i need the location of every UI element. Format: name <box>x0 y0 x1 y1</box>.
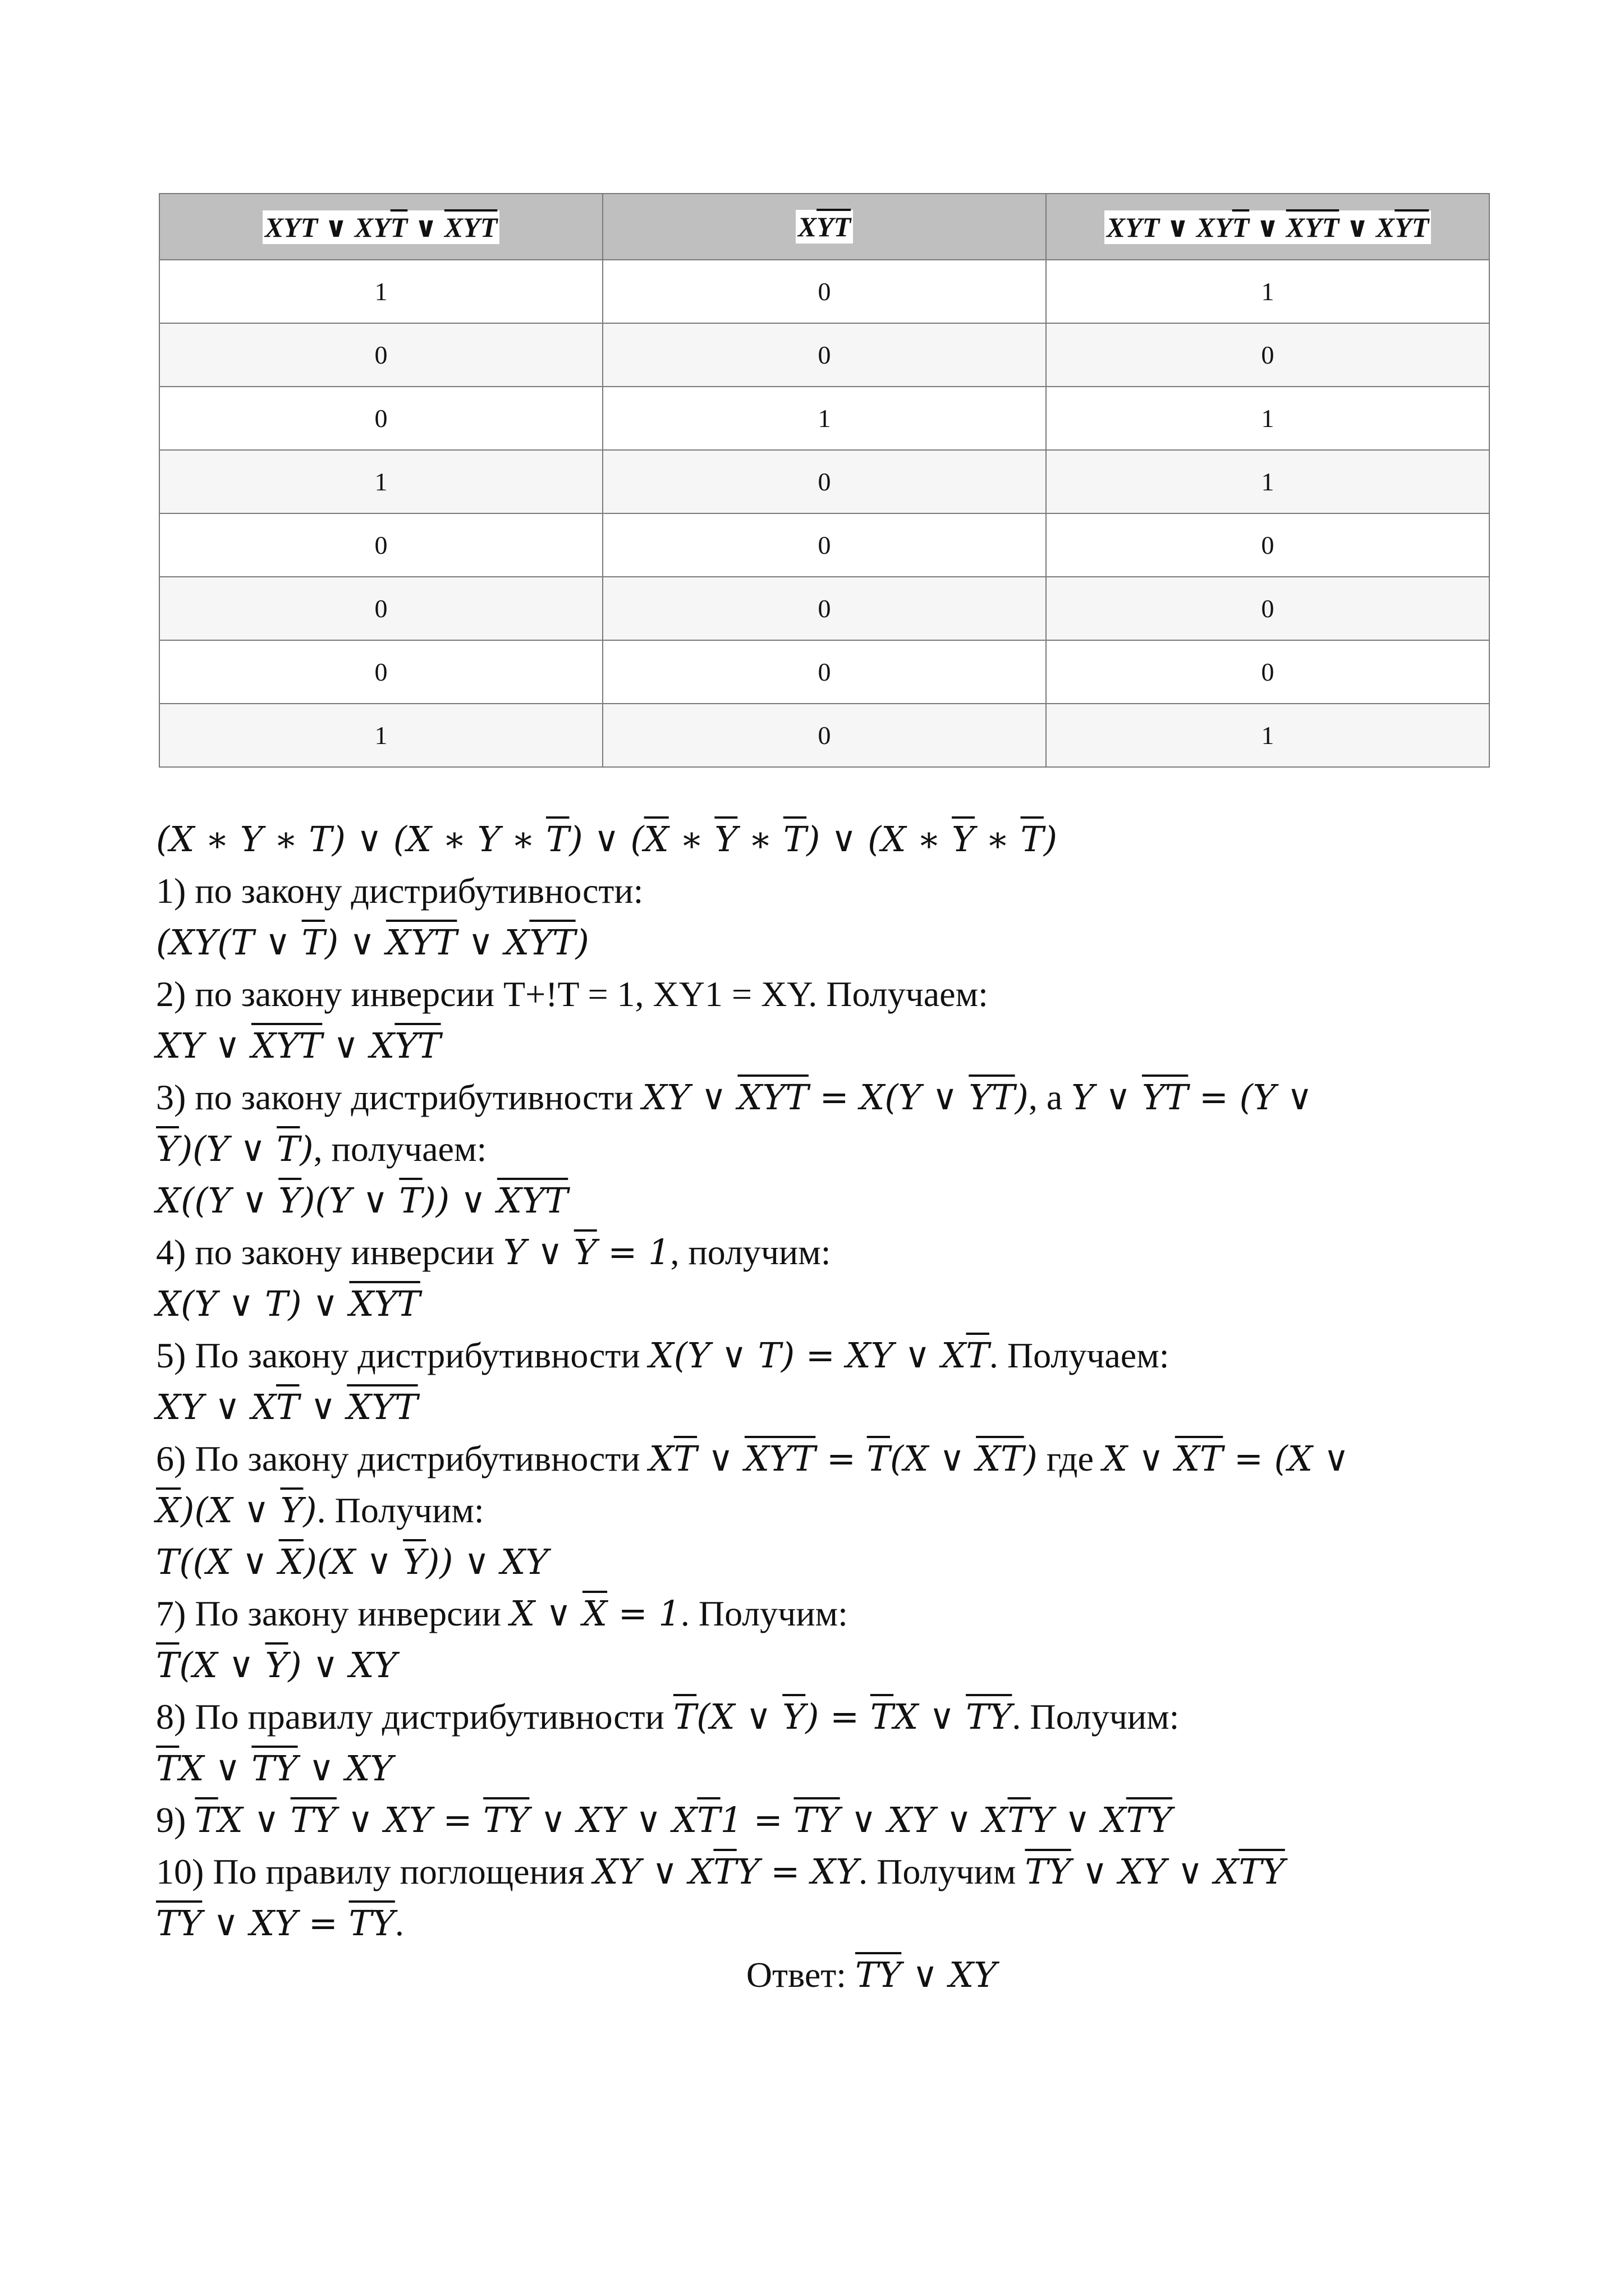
negated-term: $\overline{Y}$ <box>714 819 738 860</box>
table-row <box>159 323 1489 387</box>
table-row <box>159 640 1489 704</box>
derivation-line <box>156 1175 1464 1227</box>
math-run: Y ∨ <box>1071 1077 1142 1118</box>
negated-term: $\overline{YT}$ <box>969 1077 1015 1118</box>
negated-term: $\overline{TY}$ <box>1238 1851 1285 1892</box>
math-run: )(X ∨ <box>181 1490 281 1531</box>
negated-term: $\overline{T}$ <box>276 1386 300 1427</box>
table-cell: 0 <box>1046 513 1489 577</box>
table-row <box>159 260 1489 323</box>
derivation-line <box>156 1278 1464 1330</box>
math-run: ∗ <box>668 819 715 860</box>
math-run: X(Y ∨ T) ∨ <box>156 1283 350 1324</box>
math-run: ∗ <box>975 819 1021 860</box>
text-run: . Получим: <box>316 1490 484 1530</box>
negated-term: $\overline{YT}$ <box>1394 211 1429 243</box>
negated-term: $\overline{XYT}$ <box>347 1386 418 1427</box>
math-run: ) ∨ (X ∗ <box>806 819 952 860</box>
header-formula <box>1104 210 1432 244</box>
text-run: где <box>1037 1439 1103 1478</box>
negated-term: $\overline{Y}$ <box>952 819 975 860</box>
math-run: XYT <box>264 211 318 243</box>
text-run: 5) По закону дистрибутивности <box>156 1335 649 1375</box>
table-cell: 0 <box>1046 577 1489 640</box>
negated-term: $\overline{XYT}$ <box>349 1283 420 1324</box>
math-run: X ∨ <box>218 1799 291 1840</box>
negated-term: $\overline{YT}$ <box>529 922 576 963</box>
math-run: )(X ∨ <box>303 1541 403 1582</box>
negated-term: $\overline{X}$ <box>278 1541 304 1582</box>
negated-term: $\overline{T}$ <box>195 1799 218 1840</box>
math-run: ) = <box>805 1696 870 1737</box>
truth-table <box>159 193 1490 768</box>
table-cell: 0 <box>159 577 603 640</box>
negated-term: $\overline{X}$ <box>582 1593 608 1634</box>
derivation-line <box>156 1794 1464 1846</box>
math-run: ∨ <box>697 1438 745 1479</box>
negated-term: $\overline{T}$ <box>156 1645 180 1686</box>
negated-term: $\overline{Y}$ <box>278 1180 302 1221</box>
math-run: = 1 <box>597 1232 671 1273</box>
text-run: 2) по закону инверсии T+!T = 1, XY1 = XY. Получаем: <box>156 974 988 1014</box>
table-cell: 0 <box>159 323 603 387</box>
math-run: ∨ XY = <box>202 1903 349 1944</box>
table-cell: 0 <box>159 387 603 450</box>
math-run: XY ∨ X <box>156 1386 277 1427</box>
table-cell: 1 <box>159 704 603 767</box>
derivation-line <box>156 1485 1464 1536</box>
negated-term: $\overline{T}$ <box>1007 1799 1031 1840</box>
negated-term: $\overline{XYT}$ <box>1286 211 1339 243</box>
negated-term: $\overline{XYT}$ <box>444 211 498 243</box>
derivation-line <box>156 968 1464 1020</box>
header-formula <box>263 210 500 244</box>
math-run: X ∨ <box>1102 1438 1175 1479</box>
negated-term: $\overline{Y}$ <box>403 1541 426 1582</box>
math-run: ) <box>575 922 589 963</box>
table-cell: 0 <box>603 323 1046 387</box>
negated-term: $\overline{T}$ <box>399 1180 423 1221</box>
table-cell: 1 <box>603 387 1046 450</box>
negated-term: $\overline{XYT}$ <box>497 1180 568 1221</box>
math-run: ) ∨ ( <box>569 819 644 860</box>
math-run: X((Y ∨ <box>156 1180 279 1221</box>
math-run: ∨ XY ∨ X <box>1071 1851 1239 1892</box>
negated-term: $\overline{YT}$ <box>394 1025 441 1066</box>
text-run: 9) <box>156 1800 195 1840</box>
derivation-line <box>156 1846 1464 1898</box>
math-run: X ∨ <box>179 1748 252 1789</box>
derivation-line <box>156 1072 1464 1123</box>
negated-term: $\overline{T}$ <box>156 1748 180 1789</box>
text-run: . Получаем: <box>989 1335 1169 1375</box>
answer-line <box>279 1949 1464 2001</box>
math-run: XY <box>1196 211 1232 243</box>
negated-term: $\overline{T}$ <box>1232 211 1250 243</box>
math-run: XY <box>354 211 391 243</box>
math-run: (X ∨ <box>696 1696 783 1737</box>
text-run: , получаем: <box>313 1129 487 1169</box>
math-run: ∗ <box>737 819 783 860</box>
math-run: ) <box>303 1490 317 1531</box>
header-cell <box>1046 194 1489 260</box>
negated-term: $\overline{T}$ <box>1020 819 1044 860</box>
math-run: X <box>797 211 817 242</box>
math-run: Y ∨ <box>503 1232 574 1273</box>
math-run: = (X ∨ <box>1223 1438 1350 1479</box>
table-cell: 0 <box>603 260 1046 323</box>
text-run: 4) по закону инверсии <box>156 1232 503 1272</box>
negated-term: $\overline{TY}$ <box>1126 1799 1173 1840</box>
derivation-line <box>156 814 1464 865</box>
table-cell: 0 <box>603 513 1046 577</box>
math-run: )) ∨ XY <box>426 1541 549 1582</box>
math-run: ∨ X <box>457 922 530 963</box>
text-run: . Получим <box>859 1852 1025 1891</box>
math-run: Y ∨ X <box>1030 1799 1126 1840</box>
negated-term: $\overline{YT}$ <box>816 211 851 242</box>
table-cell: 0 <box>603 704 1046 767</box>
math-run: ) ∨ XY <box>288 1645 397 1686</box>
negated-term: $\overline{TY}$ <box>156 1903 203 1944</box>
math-run: ∨ XY ∨ X <box>529 1799 698 1840</box>
derivation-line <box>156 1381 1464 1433</box>
derivation-lines <box>156 814 1464 1949</box>
negated-term: $\overline{XT}$ <box>1175 1438 1223 1479</box>
negated-term: $\overline{Y}$ <box>265 1645 288 1686</box>
negated-term: $\overline{TY}$ <box>348 1903 395 1944</box>
table-cell: 0 <box>1046 640 1489 704</box>
negated-term: $\overline{TY}$ <box>483 1799 530 1840</box>
negated-term: $\overline{TY}$ <box>1025 1851 1071 1892</box>
math-run: ) <box>1015 1077 1029 1118</box>
negated-term: $\overline{X}$ <box>156 1490 181 1531</box>
negated-term: $\overline{TY}$ <box>251 1748 298 1789</box>
math-run: ∨ <box>1249 211 1286 243</box>
negated-term: $\overline{XYT}$ <box>251 1025 323 1066</box>
table-cell: 0 <box>603 577 1046 640</box>
negated-term: $\overline{T}$ <box>866 1438 891 1479</box>
text-run: . Получим: <box>1012 1697 1180 1737</box>
negated-term: $\overline{TY}$ <box>855 1954 902 1995</box>
math-run: X ∨ <box>893 1696 966 1737</box>
negated-term: $\overline{T}$ <box>966 1335 989 1376</box>
math-run: 1 = <box>720 1799 794 1840</box>
derivation-line <box>156 1640 1464 1691</box>
math-run: (X ∨ <box>890 1438 976 1479</box>
math-run: = <box>815 1438 867 1479</box>
derivation-line <box>156 1691 1464 1743</box>
header-cell <box>603 194 1046 260</box>
negated-term: $\overline{TY}$ <box>290 1799 337 1840</box>
derivation-line <box>156 1536 1464 1588</box>
math-run: )(Y ∨ <box>178 1128 277 1169</box>
table-cell: 1 <box>1046 387 1489 450</box>
derivation-line <box>156 1588 1464 1640</box>
math-run: XY ∨ <box>156 1025 251 1066</box>
table-cell: 1 <box>1046 704 1489 767</box>
math-run: X <box>649 1438 674 1479</box>
negated-term: $\overline{T}$ <box>697 1799 721 1840</box>
negated-term: $\overline{T}$ <box>783 819 807 860</box>
negated-term: $\overline{T}$ <box>870 1696 894 1737</box>
math-run: )(Y ∨ <box>301 1180 400 1221</box>
math-run: = 1 <box>607 1593 681 1634</box>
table-header-row <box>159 194 1489 260</box>
text-run: . Получим: <box>680 1594 848 1633</box>
math-run: X ∨ <box>510 1593 582 1634</box>
negated-term: $\overline{Y}$ <box>782 1696 806 1737</box>
text-run: 8) По правилу дистрибутивности <box>156 1697 673 1737</box>
negated-term: $\overline{TY}$ <box>966 1696 1012 1737</box>
text-run: , получим: <box>670 1232 831 1272</box>
table-cell: 0 <box>603 450 1046 513</box>
negated-term: $\overline{XYT}$ <box>744 1438 816 1479</box>
math-run: T((X ∨ <box>156 1541 279 1582</box>
table-cell: 1 <box>159 260 603 323</box>
math-run: ∨ XY ∨ X <box>839 1799 1008 1840</box>
derivation-line <box>156 1743 1464 1794</box>
math-run: XY ∨ <box>642 1077 738 1118</box>
table-cell: 1 <box>159 450 603 513</box>
table-cell: 1 <box>1046 450 1489 513</box>
negated-term: $\overline{XYT}$ <box>386 922 457 963</box>
negated-term: $\overline{YT}$ <box>1141 1077 1189 1118</box>
math-run: = X(Y ∨ <box>808 1077 969 1118</box>
derivation-line <box>156 1123 1464 1175</box>
answer-label: Ответ: <box>746 1955 855 1995</box>
math-run: XY ∨ X <box>593 1851 714 1892</box>
math-run: XYT <box>1106 211 1160 243</box>
negated-term: $\overline{Y}$ <box>280 1490 304 1531</box>
negated-term: $\overline{T}$ <box>673 1696 697 1737</box>
math-run: ∨ <box>299 1386 347 1427</box>
math-run: ∨ X <box>322 1025 395 1066</box>
math-run: ∨ XY = <box>336 1799 484 1840</box>
table-row <box>159 704 1489 767</box>
negated-term: $\overline{TY}$ <box>793 1799 840 1840</box>
negated-term: $\overline{X}$ <box>644 819 669 860</box>
math-run: ) <box>1043 819 1058 860</box>
text-run: 3) по закону дистрибутивности <box>156 1077 643 1117</box>
math-run: ) ∨ <box>324 922 386 963</box>
table-row <box>159 387 1489 450</box>
math-run: Y = XY <box>736 1851 859 1892</box>
math-run: = (Y ∨ <box>1188 1077 1313 1118</box>
negated-term: $\overline{T}$ <box>546 819 570 860</box>
negated-term: $\overline{T}$ <box>673 1438 698 1479</box>
table-row <box>159 450 1489 513</box>
table-cell: 1 <box>1046 260 1489 323</box>
negated-term: $\overline{T}$ <box>713 1851 737 1892</box>
math-run: ∨ <box>1159 211 1196 243</box>
math-run: (XY(T ∨ <box>156 922 302 963</box>
answer-formula <box>855 1955 997 1995</box>
derivation-line <box>156 865 1464 917</box>
math-run: )) ∨ <box>422 1180 497 1221</box>
math-run: ) <box>300 1128 314 1169</box>
table-row <box>159 513 1489 577</box>
negated-term: $\overline{XT}$ <box>976 1438 1024 1479</box>
derivation-line <box>156 1020 1464 1072</box>
negated-term: $\overline{Y}$ <box>156 1128 179 1169</box>
negated-term: $\overline{T}$ <box>301 922 325 963</box>
derivation-line <box>156 917 1464 968</box>
text-run: 7) По закону инверсии <box>156 1594 510 1633</box>
text-run: 10) По правилу поглощения <box>156 1852 594 1891</box>
derivation-line <box>156 1330 1464 1381</box>
negated-term: $\overline{Y}$ <box>574 1232 597 1273</box>
math-run: ∨ <box>407 211 444 243</box>
math-run: ∨ XY <box>297 1748 393 1789</box>
derivation-line <box>156 1227 1464 1278</box>
table-row <box>159 577 1489 640</box>
math-run: ∨ XY <box>901 1954 997 1995</box>
math-run: X <box>1375 211 1395 243</box>
math-run: (X ∨ <box>179 1645 265 1686</box>
math-run: X(Y ∨ T) = XY ∨ X <box>649 1335 966 1376</box>
header-formula <box>796 210 853 244</box>
derivation-text <box>156 814 1464 2001</box>
header-cell <box>159 194 603 260</box>
table-cell: 0 <box>1046 323 1489 387</box>
derivation-line <box>156 1433 1464 1485</box>
text-run: 1) по закону дистрибутивности: <box>156 871 644 911</box>
text-run: . <box>394 1903 404 1943</box>
math-run: (X ∗ Y ∗ T) ∨ (X ∗ Y ∗ <box>156 819 547 860</box>
table-cell: 0 <box>159 513 603 577</box>
math-run: ∨ <box>318 211 355 243</box>
table-cell: 0 <box>603 640 1046 704</box>
negated-term: $\overline{T}$ <box>277 1128 300 1169</box>
math-run: ∨ <box>1339 211 1376 243</box>
negated-term: $\overline{XYT}$ <box>737 1077 809 1118</box>
text-run: 6) По закону дистрибутивности <box>156 1439 649 1478</box>
derivation-line <box>156 1898 1464 1949</box>
math-run: ) <box>1024 1438 1038 1479</box>
negated-term: $\overline{T}$ <box>390 211 408 243</box>
table-cell: 0 <box>159 640 603 704</box>
text-run: , а <box>1028 1077 1072 1117</box>
